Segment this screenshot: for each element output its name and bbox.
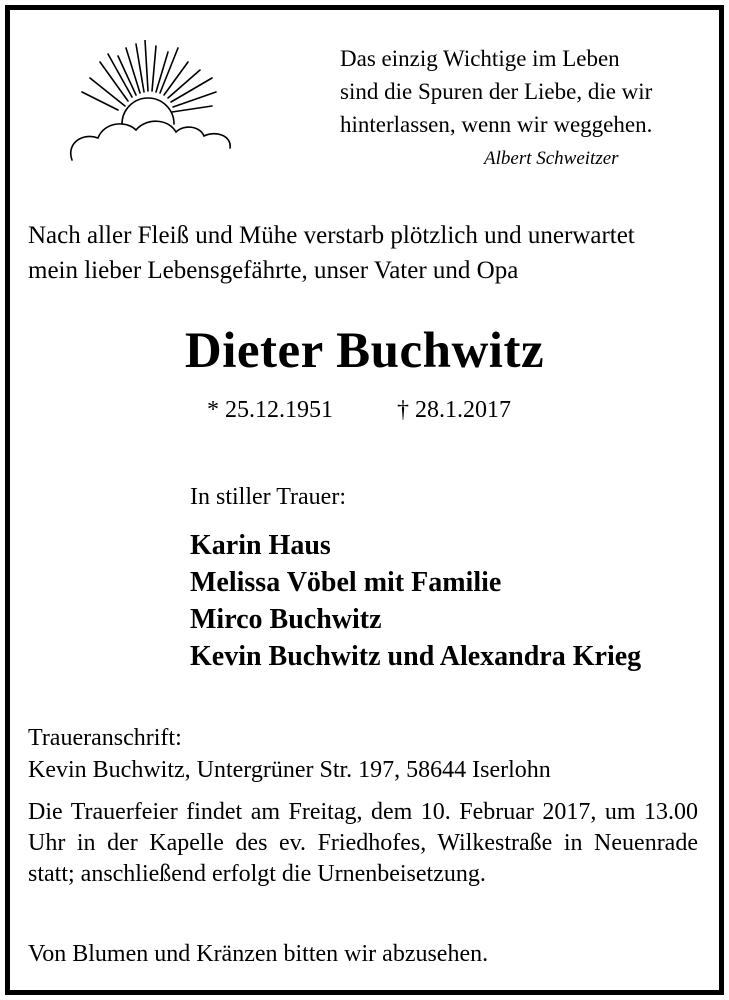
death-date: † 28.1.2017: [397, 397, 511, 423]
intro-line: mein lieber Lebensgefährte, unser Vater und Opa: [28, 257, 519, 284]
address-text: Kevin Buchwitz, Untergrüner Str. 197, 58644 Iserlohn: [28, 757, 551, 783]
closing-note: Von Blumen und Kränzen bitten wir abzusehen.: [28, 941, 489, 967]
mourner-name: Mirco Buchwitz: [190, 604, 382, 635]
intro-text: [28, 218, 708, 288]
quote: [340, 42, 710, 141]
quote-line: sind die Spuren der Liebe, die wir: [340, 79, 653, 104]
mourner-name: Karin Haus: [190, 530, 331, 561]
deceased-name: Dieter Buchwitz: [184, 323, 545, 379]
ceremony-text: Die Trauerfeier findet am Freitag, dem 10. Februar 2017, um 13.00 Uhr in der Kapelle des ev. Friedhofes, Wilkestraße in Neuenrade statt; anschließend erfolgt die Urnenbeisetzung.: [28, 799, 698, 887]
intro-line: Nach aller Fleiß und Mühe verstarb plötzlich und unerwartet: [28, 222, 635, 249]
quote-author: Albert Schweitzer: [484, 148, 619, 169]
mourner-name: Melissa Vöbel mit Familie: [190, 567, 502, 598]
quote-line: Das einzig Wichtige im Leben: [340, 46, 620, 71]
mourning-label: In stiller Trauer:: [190, 484, 346, 510]
mourner-name: Kevin Buchwitz und Alexandra Krieg: [190, 641, 642, 672]
sunrise-icon: [60, 40, 260, 170]
birth-date: * 25.12.1951: [207, 397, 333, 423]
mourners-list: [190, 527, 641, 675]
address-label: Traueranschrift:: [28, 725, 182, 751]
quote-line: hinterlassen, wenn wir weggehen.: [340, 112, 653, 137]
